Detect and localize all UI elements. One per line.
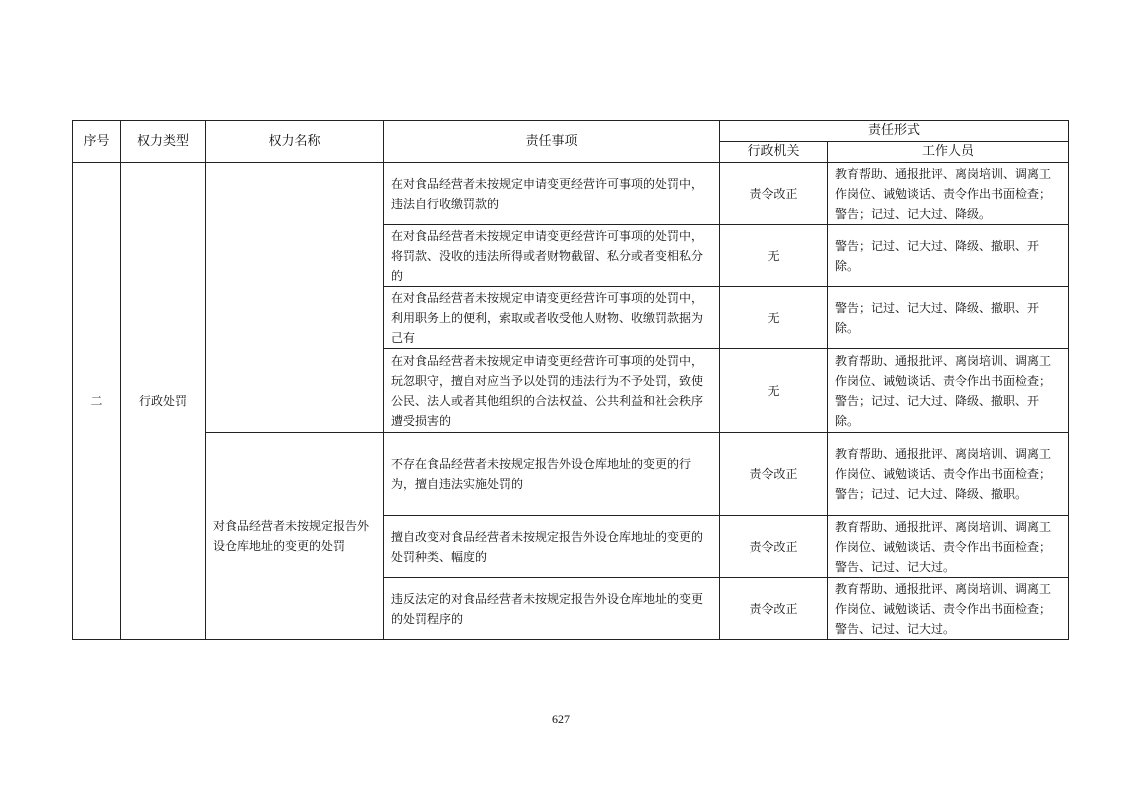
staff-cell: 教育帮助、通报批评、离岗培训、调离工作岗位、诫勉谈话、责令作出书面检查；警告；记过、记大过、降级、撤职。 [828,433,1069,516]
duty-cell: 在对食品经营者未按规定申请变更经营许可事项的处罚中，违法自行收缴罚款的 [384,163,720,225]
duty-cell: 擅自改变对食品经营者未按规定报告外设仓库地址的变更的处罚种类、幅度的 [384,516,720,578]
header-responsibility-form: 责任形式 [720,121,1069,142]
org-cell: 责令改正 [720,163,828,225]
org-cell: 无 [720,349,828,433]
group-index: 二 [73,163,121,640]
page-number: 627 [552,712,570,726]
org-cell: 责令改正 [720,433,828,516]
staff-cell: 教育帮助、通报批评、离岗培训、调离工作岗位、诫勉谈话、责令作出书面检查；警告、记过、记大过。 [828,516,1069,578]
group-power-type: 行政处罚 [121,163,206,640]
staff-cell: 警告；记过、记大过、降级、撤职、开除。 [828,225,1069,287]
staff-cell: 警告；记过、记大过、降级、撤职、开除。 [828,287,1069,349]
duty-cell: 违反法定的对食品经营者未按规定报告外设仓库地址的变更的处罚程序的 [384,578,720,640]
header-staff: 工作人员 [828,142,1069,163]
header-power-type: 权力类型 [121,121,206,163]
responsibility-table [72,120,1069,640]
org-cell: 责令改正 [720,516,828,578]
table-row [73,433,1069,516]
staff-cell: 教育帮助、通报批评、离岗培训、调离工作岗位、诫勉谈话、责令作出书面检查；警告、记过、记大过。 [828,578,1069,640]
header-duty: 责任事项 [384,121,720,163]
staff-cell: 教育帮助、通报批评、离岗培训、调离工作岗位、诫勉谈话、责令作出书面检查；警告；记过、记大过、降级、撤职、开除。 [828,349,1069,433]
group-power-name-2: 对食品经营者未按规定报告外设仓库地址的变更的处罚 [206,433,384,640]
duty-cell: 在对食品经营者未按规定申请变更经营许可事项的处罚中，玩忽职守，擅自对应当予以处罚的违法行为不予处罚，致使公民、法人或者其他组织的合法权益、公共利益和社会秩序遭受损害的 [384,349,720,433]
org-cell: 无 [720,225,828,287]
header-index: 序号 [73,121,121,163]
group-power-name-1 [206,163,384,433]
staff-cell: 教育帮助、通报批评、离岗培训、调离工作岗位、诫勉谈话、责令作出书面检查；警告；记过、记大过、降级。 [828,163,1069,225]
duty-cell: 在对食品经营者未按规定申请变更经营许可事项的处罚中，将罚款、没收的违法所得或者财物截留、私分或者变相私分的 [384,225,720,287]
table-row [73,163,1069,225]
header-admin-org: 行政机关 [720,142,828,163]
org-cell: 责令改正 [720,578,828,640]
header-power-name: 权力名称 [206,121,384,163]
duty-cell: 在对食品经营者未按规定申请变更经营许可事项的处罚中，利用职务上的便利，索取或者收受他人财物、收缴罚款据为己有 [384,287,720,349]
duty-cell: 不存在食品经营者未按规定报告外设仓库地址的变更的行为，擅自违法实施处罚的 [384,433,720,516]
org-cell: 无 [720,287,828,349]
